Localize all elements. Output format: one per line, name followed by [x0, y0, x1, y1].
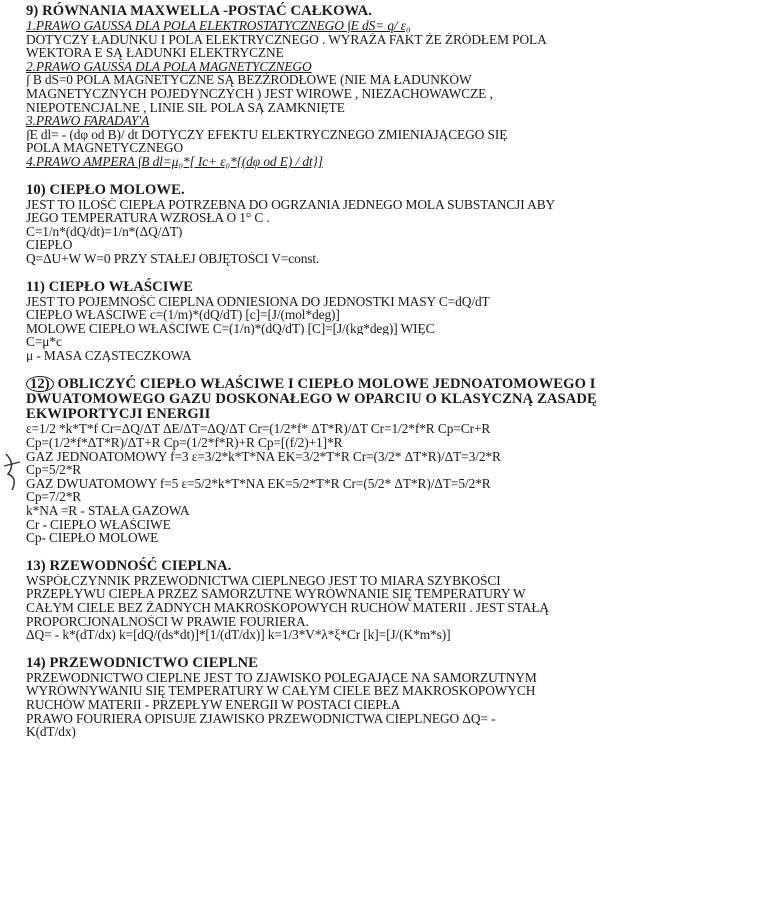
formula-line: ε=1/2 *k*T*f Cr=ΔQ/ΔT ΔE/ΔT=ΔQ/ΔT Cr=(1/2*f* ΔT*R)/ΔT Cr=1/2*f*R Cp=Cr+R [26, 422, 491, 437]
handwritten-margin-mark-icon [2, 452, 24, 498]
text-line: DWUATOMOWEGO GAZU DOSKONAŁEGO W OPARCIU O KLASYCZNĄ ZASADĘ [26, 392, 597, 408]
section-heading: 11) CIEPŁO WŁAŚCIWE [26, 278, 194, 295]
text-line: μ - MASA CZĄSTECZKOWA [26, 348, 192, 363]
document-page [26, 4, 742, 739]
formula-line: K(dT/dx) [26, 725, 76, 739]
formula-line: CIEPŁO WŁAŚCIWE c=(1/m)*(dQ/dT) [c]=[J/(mol*deg)] [26, 308, 340, 322]
text-line: ∫ B dS=0 POLA MAGNETYCZNE SĄ BEZŹRÓDŁOWE (NIE MA ŁADUNKÓW [26, 73, 472, 87]
formula-line: MOLOWE CIEPŁO WŁAŚCIWE C=(1/n)*(dQ/dT) [C]=[J/(kg*deg)] WIĘC [26, 321, 435, 336]
formula-line: Cp=5/2*R [26, 463, 82, 477]
section-przewodnosc [26, 559, 742, 642]
text-line: k*NA =R - STAŁA GAZOWA [26, 504, 190, 518]
text-line: JEST TO ILOŚĆ CIEPŁA POTRZEBNA DO OGRZANIA JEDNEGO MOLA SUBSTANCJI ABY [26, 197, 556, 212]
law-faraday: 3.PRAWO FARADAY'A [26, 114, 150, 128]
text-line: DOTYCZY ŁADUNKU I POLA ELEKTRYCZNEGO . WYRAŻA FAKT ŻE ŹRÓDŁEM POLA [26, 32, 547, 47]
law-ampere: 4.PRAWO AMPERA ∫B dl=μ₀*[ Ic+ ε₀*{(dφ od E) / dt}] [26, 154, 323, 169]
text-line: RUCHÓW MATERII - PRZEPŁYW ENERGII W POSTACI CIEPŁA [26, 697, 401, 712]
formula-line: ΔQ= - k*(dT/dx) k=[dQ/(ds*dt)]*[1/(dT/dx)] k=1/3*V*λ*ξ*Cr [k]=[J/(K*m*s)] [26, 628, 451, 642]
section-heading [26, 376, 742, 392]
formula-line: Q=ΔU+W W=0 PRZY STAŁEJ OBJĘTOŚCI V=const. [26, 251, 320, 266]
text-line: WYRÓWNYWANIU SIĘ TEMPERATURY W CAŁYM CIELE BEZ MAKROSKOPOWYCH [26, 684, 536, 698]
formula-line: C=1/n*(dQ/dt)=1/n*(ΔQ/ΔT) [26, 224, 183, 239]
text-line: CAŁYM CIELE BEZ ŻADNYCH MAKROSKOPOWYCH RUCHÓW MATERII . JEST STAŁĄ [26, 601, 550, 615]
section-heading-text: OBLICZYĆ CIEPŁO WŁAŚCIWE I CIEPŁO MOLOWE JEDNOATOMOWEGO I [53, 376, 596, 393]
text-line: NIEPOTENCJALNE , LINIE SIŁ POLA SĄ ZAMKNIĘTE [26, 100, 345, 115]
section-cieplo-molowe [26, 183, 742, 266]
text-line: JEGO TEMPERATURA WZROSŁA O 1° C . [26, 211, 270, 225]
formula-line: GAZ DWUATOMOWY f=5 ε=5/2*k*T*NA EK=5/2*T*R Cr=(5/2* ΔT*R)/ΔT=5/2*R [26, 476, 491, 491]
section-maxwell [26, 4, 742, 169]
text-line: MAGNETYCZNYCH POJEDYNCZYCH ) JEST WIROWE , NIEZACHOWAWCZE , [26, 86, 493, 101]
text-line: CIEPŁO [26, 238, 73, 252]
section-cieplo-wlasciwe [26, 280, 742, 363]
text-line: Cr - CIEPŁO WŁAŚCIWE [26, 517, 171, 532]
text-line: PRZEPŁYWU CIEPŁA PRZEZ SAMORZUTNE WYRÓWNANIE SIĘ TEMPERATURY W [26, 587, 526, 601]
text-line: WEKTORA E SĄ ŁADUNKI ELEKTRYCZNE [26, 46, 284, 60]
law-gauss-magnetic: 2.PRAWO GAUSSA DLA POLA MAGNETYCZNEGO [26, 59, 312, 74]
text-line: WSPÓŁCZYNNIK PRZEWODNICTWA CIEPLNEGO JEST TO MIARA SZYBKOŚCI [26, 573, 501, 588]
text-line: PRAWO FOURIERA OPISUJE ZJAWISKO PRZEWODNICTWA CIEPLNEGO ΔQ= - [26, 711, 496, 726]
text-line: Cp- CIEPŁO MOLOWE [26, 531, 159, 545]
section-heading: 9) RÓWNANIA MAXWELLA -POSTAĆ CAŁKOWA. [26, 3, 372, 19]
section-heading: 13) RZEWODNOŚĆ CIEPLNA. [26, 557, 232, 574]
circled-section-number: 12) [26, 376, 54, 392]
formula-line: Cp=(1/2*f*ΔT*R)/ΔT+R Cp=(1/2*f*R)+R Cp=[(f/2)+1]*R [26, 436, 343, 450]
text-line: EKWIPORTYCJI ENERGII [26, 407, 211, 423]
formula-line: GAZ JEDNOATOMOWY f=3 ε=3/2*k*T*NA EK=3/2*T*R Cr=(3/2* ΔT*R)/ΔT=3/2*R [26, 449, 501, 464]
text-line: PRZEWODNICTWO CIEPLNE JEST TO ZJAWISKO POLEGAJĄCE NA SAMORZUTNYM [26, 670, 537, 685]
formula-line: Cp=7/2*R [26, 490, 82, 505]
section-przewodnictwo [26, 656, 742, 739]
text-line: POLA MAGNETYCZNEGO [26, 141, 184, 155]
section-heading: 14) PRZEWODNICTWO CIEPLNE [26, 654, 258, 671]
section-ekwipartycja [26, 376, 742, 544]
text-line: PROPORCJONALNOŚCI W PRAWIE FOURIERA. [26, 614, 309, 629]
formula-line: C=μ*c [26, 335, 62, 349]
law-gauss-electric: 1.PRAWO GAUSSA DLA POLA ELEKTROSTATYCZNEGO ∫E dS= q/ ε₀ [26, 19, 411, 33]
section-heading: 10) CIEPŁO MOLOWE. [26, 181, 185, 198]
text-line: ∫E dl= - (dφ od B)/ dt DOTYCZY EFEKTU ELEKTRYCZNEGO ZMIENIAJĄCEGO SIĘ [26, 127, 508, 142]
text-line: JEST TO POJEMNOŚĆ CIEPLNA ODNIESIONA DO JEDNOSTKI MASY C=dQ/dT [26, 294, 490, 309]
